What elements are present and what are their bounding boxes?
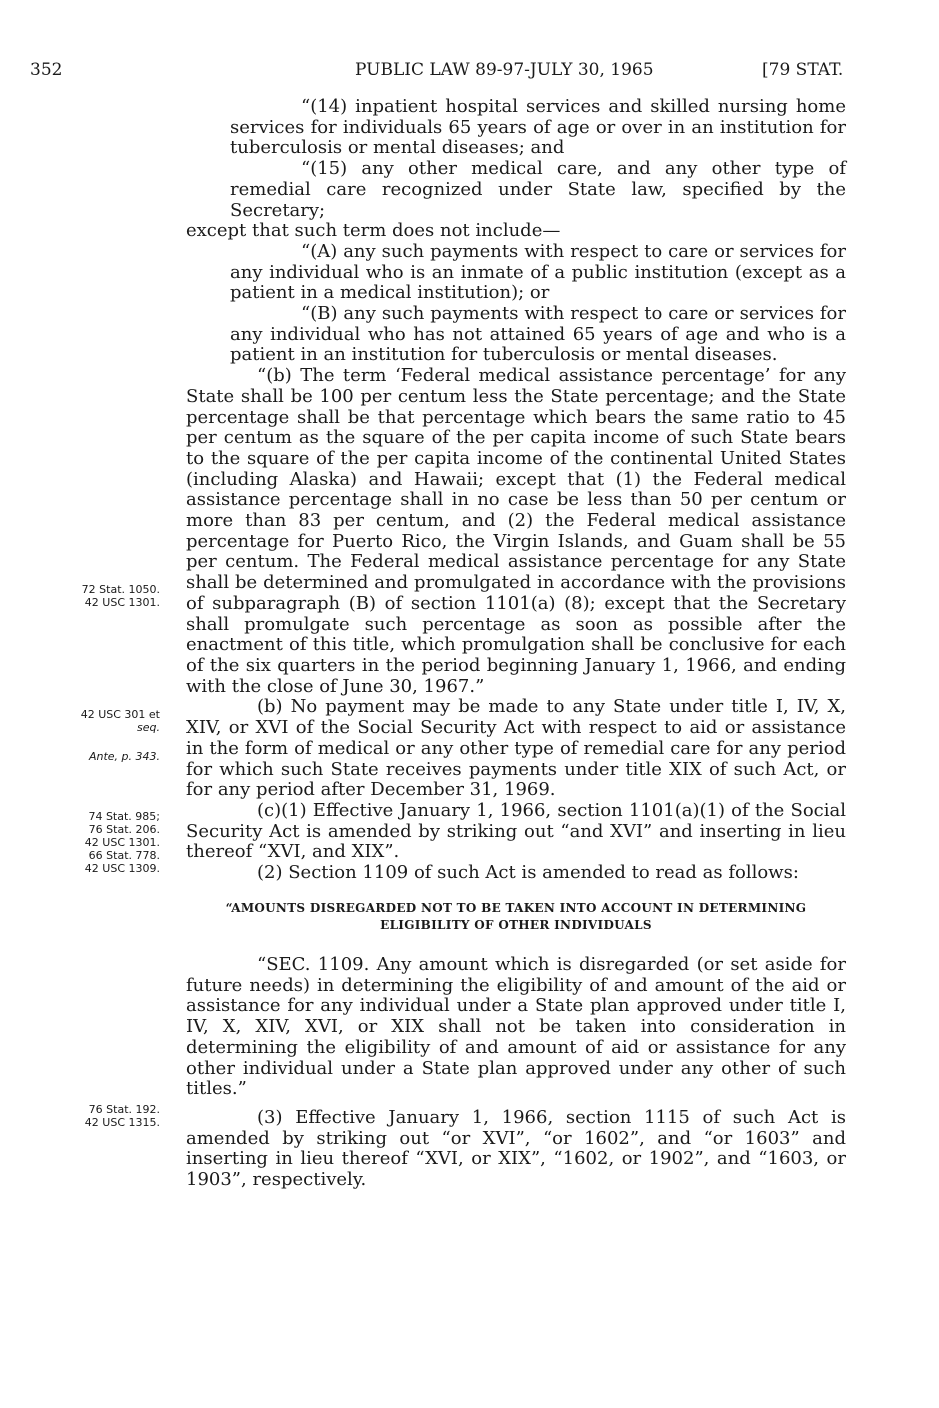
paragraph-14: “(14) inpatient hospital services and skilled nursing home services for individuals 65 years of age or over in an institution for tuberculosis or mental diseases; and	[230, 96, 846, 159]
body-section-2	[186, 955, 846, 1191]
paragraph-15: “(15) any other medical care, and any other type of remedial care recognized under State law, specified by the Secretary;	[230, 158, 846, 221]
section-heading	[186, 900, 846, 934]
margin-note-74-stat: 74 Stat. 985; 76 Stat. 206. 42 USC 1301. 66 Stat. 778. 42 USC 1309.	[84, 810, 160, 875]
paragraph-c2: (2) Section 1109 of such Act is amended to read as follows:	[257, 862, 799, 884]
body-section-1	[186, 97, 846, 884]
margin-note-76-stat-192: 76 Stat. 192. 42 USC 1315.	[84, 1103, 160, 1129]
page-number: 352	[30, 60, 63, 80]
margin-note-ante: Ante, p. 343.	[88, 750, 160, 763]
section-heading-line2: ELIGIBILITY OF OTHER INDIVIDUALS	[380, 918, 652, 932]
page-header-stat: [79 STAT.	[762, 60, 844, 80]
paragraph-federal-percentage: “(b) The term ‘Federal medical assistance percentage’ for any State shall be 100 per centum less the State percentage; and the State percentage shall be that percentage which bears the same ratio to 45 per centum as the square of the per capita income of such State bears to the square of the per capita income of the continental United States (including Alaska) and Hawaii; except that (1) the Federal medical assistance percentage shall in no case be less than 50 per centum or more than 83 per centum, and (2) the Federal medical assistance percentage for Puerto Rico, the Virgin Islands, and Guam shall be 55 per centum. The Federal medical assistance percentage for any State shall be determined and promulgated in accordance with the provisions of subparagraph (B) of section 1101(a) (8); except that the Secretary shall promulgate such percentage as soon as possible after the enactment of this title, which promulgation shall be conclusive for each of the six quarters in the period beginning January 1, 1966, and ending with the close of June 30, 1967.”	[186, 365, 846, 697]
paragraph-b-patient: “(B) any such payments with respect to care or services for any individual who has not attained 65 years of age and who is a patient in an institution for tuberculosis or mental diseases.	[230, 303, 846, 366]
paragraph-a: “(A) any such payments with respect to care or services for any individual who is an inmate of a public institution (except as a patient in a medical institution); or	[230, 240, 846, 304]
margin-note-42-usc-301: 42 USC 301 et seq.	[80, 708, 160, 734]
paragraph-c1: (c)(1) Effective January 1, 1966, section 1101(a)(1) of the Social Security Act is amended by striking out “and XVI” and inserting in lieu thereof “XVI, and XIX”.	[186, 799, 846, 863]
margin-note-72-stat: 72 Stat. 1050. 42 USC 1301.	[81, 583, 160, 609]
page-header-title: PUBLIC LAW 89-97-JULY 30, 1965	[355, 60, 654, 80]
section-heading-line1: “AMOUNTS DISREGARDED NOT TO BE TAKEN INTO ACCOUNT IN DETERMINING	[225, 901, 807, 915]
paragraph-no-payment: (b) No payment may be made to any State under title I, IV, X, XIV, or XVI of the Social Security Act with respect to aid or assistance in the form of medical or any other type of remedial care for any period for which such State receives payments under title XIX of such Act, or for any period after December 31, 1969.	[186, 696, 846, 801]
paragraph-c3: (3) Effective January 1, 1966, section 1115 of such Act is amended by striking out “or XVI”, “or 1602”, and “or 1603” and inserting in lieu thereof “XVI, or XIX”, “1602, or 1902”, and “1603, or 1903”, respectively.	[186, 1106, 846, 1191]
paragraph-sec-1109: “SEC. 1109. Any amount which is disregarded (or set aside for future needs) in determining the eligibility of and amount of the aid or assistance for any individual under a State plan approved under title I, IV, X, XIV, XVI, or XIX shall not be taken into consideration in determining the eligibility of and amount of aid or assistance for any other individual under a State plan approved under any other of such titles.”	[186, 954, 846, 1100]
paragraph-except: except that such term does not include—	[186, 220, 561, 242]
